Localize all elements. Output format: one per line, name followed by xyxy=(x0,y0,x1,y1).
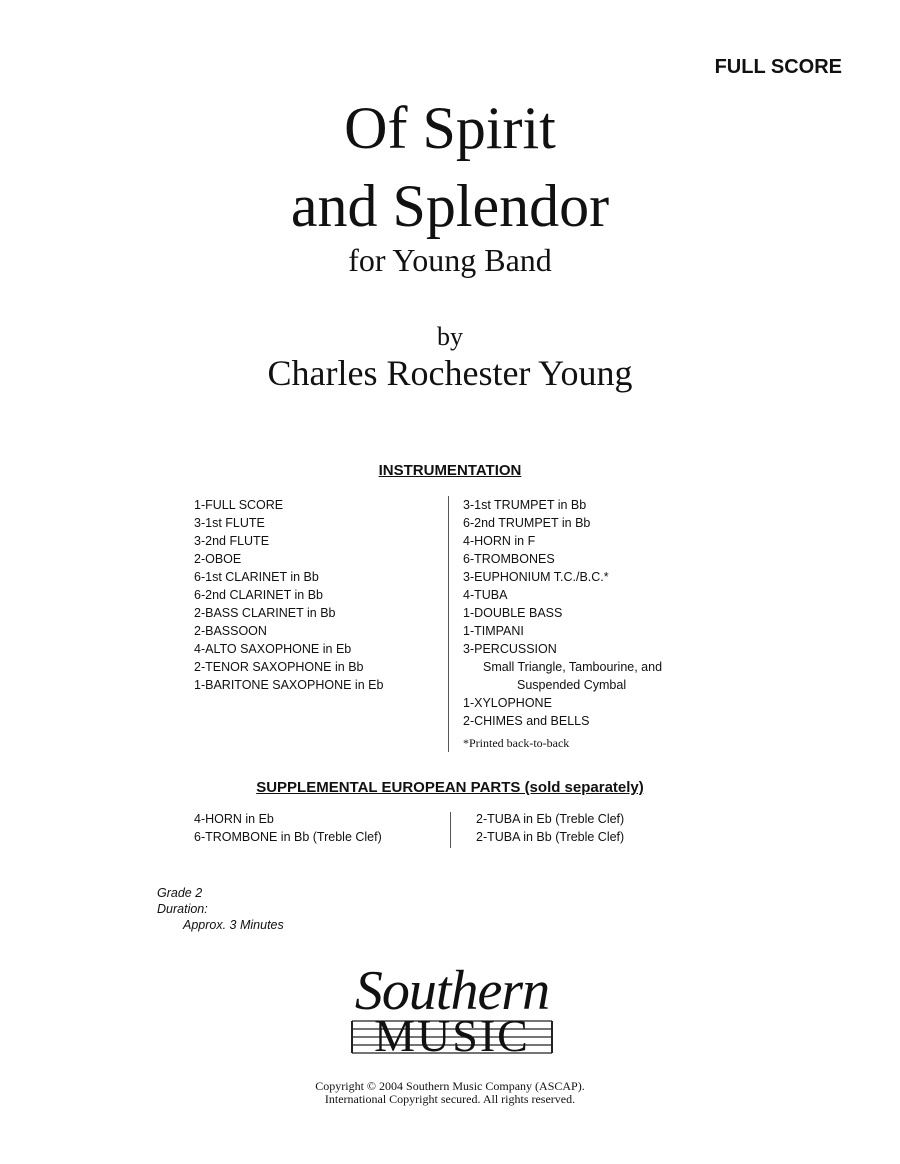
instrument-item: 3-2nd FLUTE xyxy=(194,534,270,548)
instrument-item: 1-BARITONE SAXOPHONE in Eb xyxy=(194,678,384,692)
instrument-item: 1-XYLOPHONE xyxy=(463,696,552,710)
title-line-2: and Splendor xyxy=(290,173,610,239)
instrument-item: 6-2nd CLARINET in Bb xyxy=(194,588,323,602)
duration-value: Approx. 3 Minutes xyxy=(183,918,284,932)
supplemental-left-column xyxy=(194,810,382,846)
percussion-detail: Small Triangle, Tambourine, and xyxy=(483,660,663,674)
copyright-line: Copyright © 2004 Southern Music Company (ASCAP). xyxy=(315,1079,585,1093)
instrument-item: 1-FULL SCORE xyxy=(194,498,284,512)
instrument-item: 6-TROMBONES xyxy=(463,552,555,566)
column-divider xyxy=(448,496,449,752)
supplemental-item: 2-TUBA in Eb (Treble Clef) xyxy=(476,812,625,826)
supplemental-item: 2-TUBA in Bb (Treble Clef) xyxy=(476,830,625,844)
instrument-item: 6-2nd TRUMPET in Bb xyxy=(463,516,591,530)
subtitle: for Young Band xyxy=(348,242,552,278)
duration-label: Duration: xyxy=(157,902,208,916)
supplemental-heading: SUPPLEMENTAL EUROPEAN PARTS (sold separately) xyxy=(256,779,644,796)
supplemental-item: 4-HORN in Eb xyxy=(194,812,274,826)
instrumentation-left-column xyxy=(194,496,383,694)
title-line-1: Of Spirit xyxy=(344,95,556,161)
instrument-item: 1-TIMPANI xyxy=(463,624,524,638)
by-label: by xyxy=(437,322,463,351)
instrumentation-right-column xyxy=(463,496,662,752)
instrument-item: 2-BASSOON xyxy=(194,624,267,638)
logo-southern-text: Southern xyxy=(354,960,550,1022)
instrument-item: 6-1st CLARINET in Bb xyxy=(194,570,319,584)
instrument-item: 3-PERCUSSION xyxy=(463,642,557,656)
printing-note: *Printed back-to-back xyxy=(463,736,570,750)
instrument-item: 2-OBOE xyxy=(194,552,242,566)
instrument-item: 3-EUPHONIUM T.C./B.C.* xyxy=(463,570,609,584)
instrument-item: 2-CHIMES and BELLS xyxy=(463,714,590,728)
column-divider xyxy=(450,812,451,848)
copyright-line: International Copyright secured. All rights reserved. xyxy=(324,1092,576,1106)
instrument-item: 4-ALTO SAXOPHONE in Eb xyxy=(194,642,352,656)
grade-label: Grade 2 xyxy=(157,886,203,900)
supplemental-item: 6-TROMBONE in Bb (Treble Clef) xyxy=(194,830,382,844)
instrument-item: 4-TUBA xyxy=(463,588,508,602)
southern-music-logo xyxy=(342,960,562,1073)
instrument-item: 4-HORN in F xyxy=(463,534,536,548)
copyright-notice xyxy=(0,1080,900,1106)
instrument-item: 3-1st FLUTE xyxy=(194,516,265,530)
full-score-label: FULL SCORE xyxy=(714,56,842,78)
instrument-item: 2-BASS CLARINET in Bb xyxy=(194,606,336,620)
instrument-item: 1-DOUBLE BASS xyxy=(463,606,563,620)
instrument-item: 2-TENOR SAXOPHONE in Bb xyxy=(194,660,364,674)
supplemental-right-column xyxy=(476,810,624,846)
percussion-detail: Suspended Cymbal xyxy=(517,678,627,692)
instrumentation-heading: INSTRUMENTATION xyxy=(378,462,522,479)
grade-duration-info xyxy=(157,885,284,933)
logo-music-text: MUSIC xyxy=(374,1010,530,1061)
instrument-item: 3-1st TRUMPET in Bb xyxy=(463,498,587,512)
composer-name: Charles Rochester Young xyxy=(267,353,633,393)
